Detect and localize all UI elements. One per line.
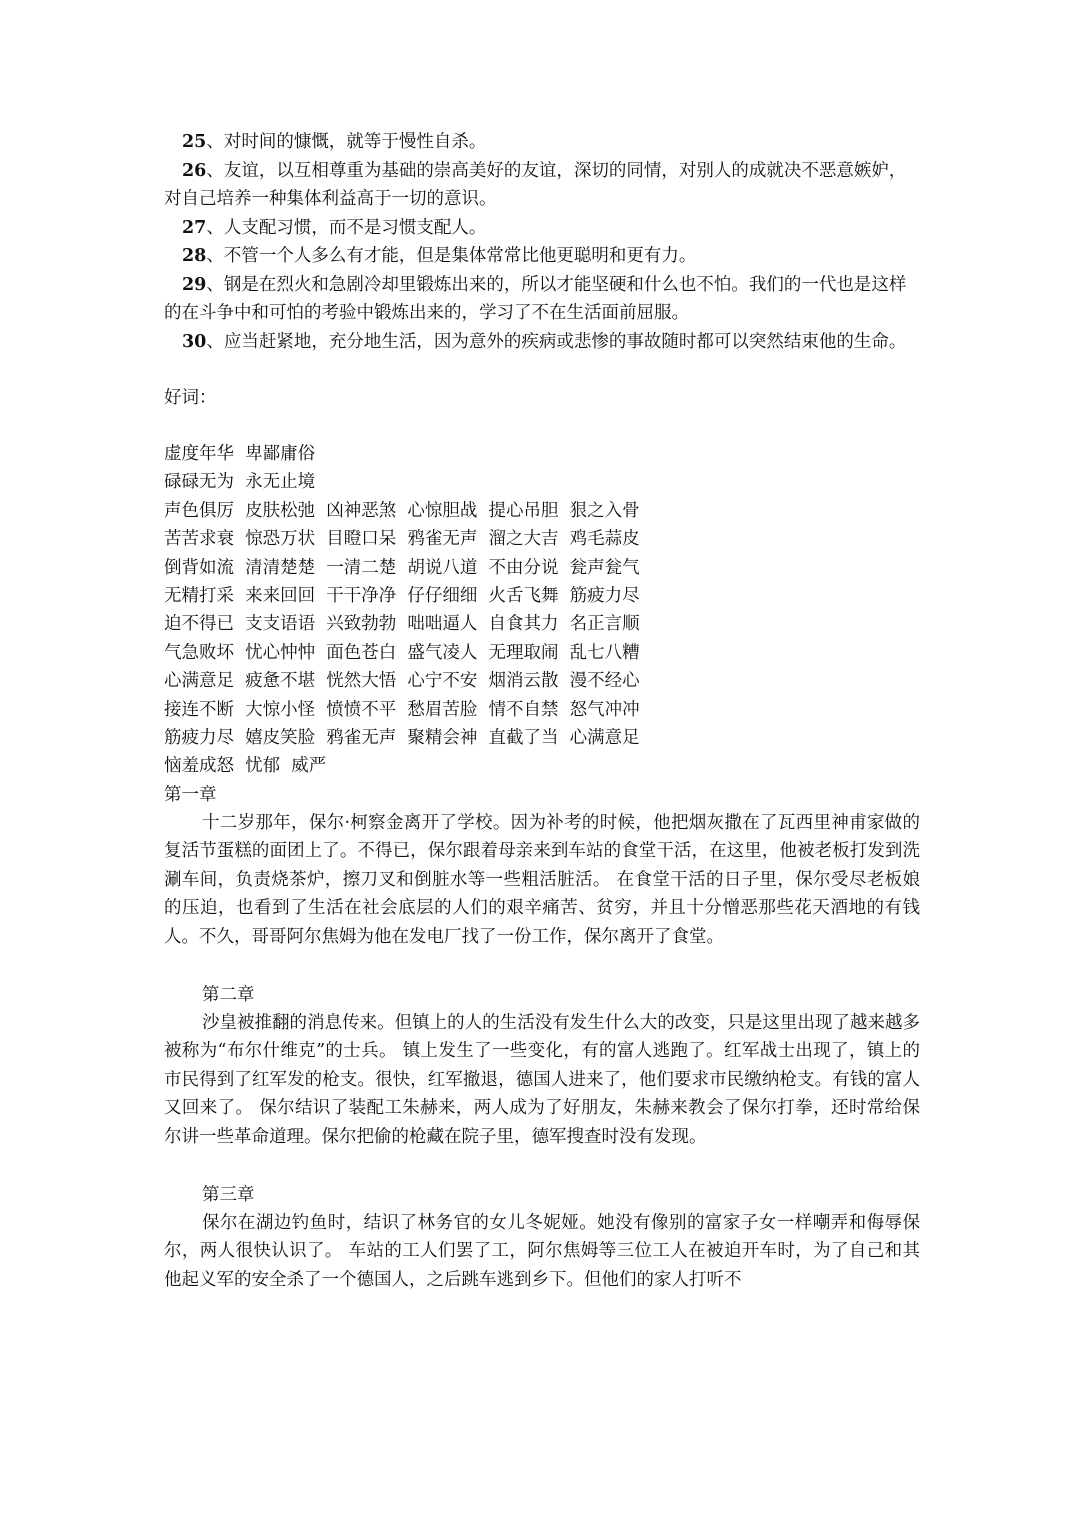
vocab-line: 倒背如流 清清楚楚 一清二楚 胡说八道 不由分说 瓮声瓮气 bbox=[164, 557, 640, 578]
quote-item bbox=[164, 157, 920, 214]
chapter-body: 沙皇被推翻的消息传来。但镇上的人的生活没有发生什么大的改变，只是这里出现了越来越多被称为“布尔什维克”的士兵。 镇上发生了一些变化，有的富人逃跑了。红军战士出现了，镇上的市民得到了红军发的枪支。很快，红军撤退，德国人进来了，他们要求市民缴纳枪支。有钱的富人又回来了。 保尔结识了装配工朱赫来，两人成为了好朋友，朱赫来教会了保尔打拳，还时常给保尔讲一些革命道理。保尔把偷的枪藏在院子里，德军搜查时没有发现。 bbox=[164, 1012, 920, 1147]
chapter-body: 保尔在湖边钓鱼时，结识了林务官的女儿冬妮娅。她没有像别的富家子女一样嘲弄和侮辱保尔，两人很快认识了。 车站的工人们罢了工，阿尔焦姆等三位工人在被迫开车时，为了自己和其他起义军的安全杀了一个德国人，之后跳车逃到乡下。但他们的家人打听不 bbox=[164, 1212, 920, 1290]
vocab-line: 碌碌无为 永无止境 bbox=[164, 472, 316, 493]
chapter-title: 第二章 bbox=[202, 984, 255, 1005]
chapter-body: 十二岁那年，保尔·柯察金离开了学校。因为补考的时候，他把烟灰撒在了瓦西里神甫家做的复活节蛋糕的面团上了。不得已，保尔跟着母亲来到车站的食堂干活，在这里，他被老板打发到洗涮车间，负责烧茶炉，擦刀叉和倒脏水等一些粗活脏活。 在食堂干活的日子里，保尔受尽老板娘的压迫，也看到了生活在社会底层的人们的艰辛痛苦、贫穷，并且十分憎恶那些花天酒地的有钱人。不久，哥哥阿尔焦姆为他在发电厂找了一份工作，保尔离开了食堂。 bbox=[164, 812, 920, 947]
chapter-3 bbox=[164, 1181, 920, 1294]
quote-number: 28 bbox=[182, 246, 207, 266]
vocab-line: 气急败坏 忧心忡忡 面色苍白 盛气凌人 无理取闹 乱七八糟 bbox=[164, 642, 640, 663]
chapter-title: 第三章 bbox=[202, 1184, 255, 1205]
chapter-1 bbox=[164, 781, 920, 951]
chapter-title: 第一章 bbox=[164, 784, 217, 805]
spacer bbox=[164, 951, 920, 981]
vocab-line: 接连不断 大惊小怪 愤愤不平 愁眉苦脸 情不自禁 怒气冲冲 bbox=[164, 699, 640, 720]
quote-text: 、钢是在烈火和急剧冷却里锻炼出来的，所以才能坚硬和什么也不怕。我们的一代也是这样的在斗争中和可怕的考验中锻炼出来的，学习了不在生活面前屈服。 bbox=[164, 274, 907, 323]
quote-item bbox=[164, 214, 920, 243]
vocab-line: 苦苦求衰 惊恐万状 目瞪口呆 鸦雀无声 溜之大吉 鸡毛蒜皮 bbox=[164, 529, 640, 550]
quote-text: 、人支配习惯，而不是习惯支配人。 bbox=[206, 217, 487, 238]
vocab-line: 虚度年华 卑鄙庸俗 bbox=[164, 444, 316, 464]
vocab-line: 无精打采 来来回回 干干净净 仔仔细细 火舌飞舞 筋疲力尽 bbox=[164, 586, 640, 607]
quote-number: 30 bbox=[182, 331, 207, 352]
spacer bbox=[164, 1151, 920, 1181]
quote-text: 、不管一个人多么有才能，但是集体常常比他更聪明和更有力。 bbox=[206, 246, 697, 266]
quote-item bbox=[164, 271, 920, 328]
quote-text: 、对时间的慷慨，就等于慢性自杀。 bbox=[206, 132, 487, 152]
quote-item bbox=[164, 328, 920, 357]
vocab-line: 迫不得已 支支语语 兴致勃勃 咄咄逼人 自食其力 名正言顺 bbox=[164, 614, 640, 635]
vocab-line: 心满意足 疲惫不堪 恍然大悟 心宁不安 烟消云散 漫不经心 bbox=[164, 671, 640, 692]
vocab-line: 筋疲力尽 嬉皮笑脸 鸦雀无声 聚精会神 直截了当 心满意足 bbox=[164, 728, 640, 749]
quote-number: 27 bbox=[182, 217, 207, 238]
quote-number: 25 bbox=[182, 132, 207, 152]
quote-number: 29 bbox=[182, 274, 207, 295]
quote-text: 、友谊，以互相尊重为基础的崇高美好的友谊，深切的同情，对别人的成就决不恶意嫉妒，对自己培养一种集体利益高于一切的意识。 bbox=[164, 160, 907, 209]
quote-item bbox=[164, 128, 920, 157]
vocab-line: 恼羞成怒 忧郁 威严 bbox=[164, 756, 327, 777]
quote-number: 26 bbox=[182, 160, 207, 181]
vocab-list bbox=[164, 440, 920, 781]
quote-text: 、应当赶紧地，充分地生活，因为意外的疾病或悲惨的事故随时都可以突然结束他的生命。 bbox=[206, 331, 907, 352]
vocab-label: 好词： bbox=[164, 388, 217, 408]
quote-list bbox=[164, 128, 920, 356]
vocab-line: 声色俱厉 皮肤松弛 凶神恶煞 心惊胆战 提心吊胆 狠之入骨 bbox=[164, 500, 640, 521]
chapter-2 bbox=[164, 981, 920, 1151]
quote-item bbox=[164, 242, 920, 271]
